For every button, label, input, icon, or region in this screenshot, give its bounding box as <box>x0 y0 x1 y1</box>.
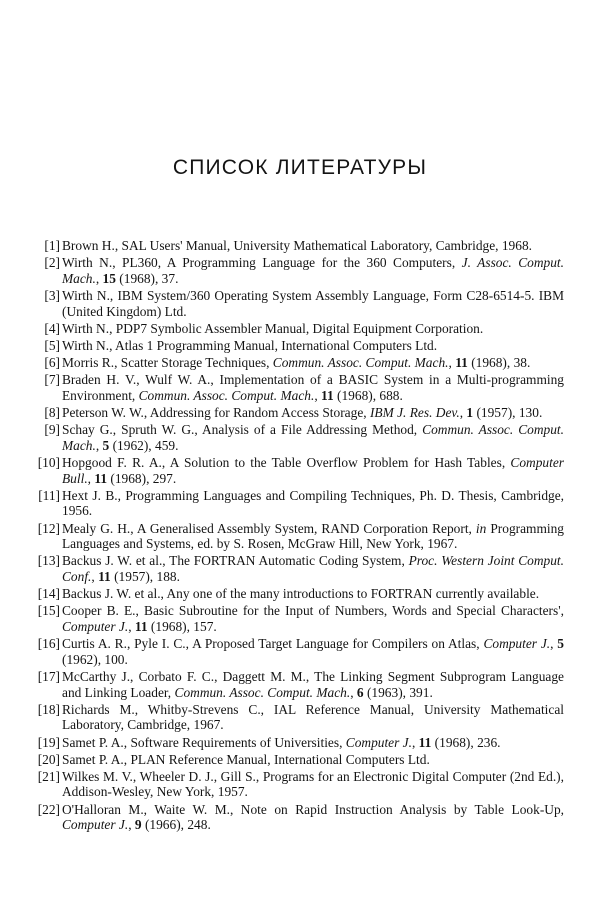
reference-text <box>62 321 564 337</box>
reference-segment: Morris R., Scatter Storage Techniques, <box>62 355 273 371</box>
reference-text <box>62 586 564 602</box>
reference-segment: Backus J. W. et al., Any one of the many introductions to FORTRAN currently available. <box>62 586 540 602</box>
reference-item <box>34 553 564 584</box>
reference-number: [1] <box>44 238 60 253</box>
reference-item <box>34 488 564 519</box>
reference-number: [10] <box>37 455 60 471</box>
reference-segment: Braden H. V., Wulf W. A., Implementation of a BASIC System in a Multi-programming Environment, <box>62 372 564 403</box>
reference-text <box>62 488 564 519</box>
reference-segment: (1968), 37. <box>115 270 179 286</box>
reference-item <box>34 586 564 602</box>
reference-segment: , <box>87 470 95 486</box>
reference-text <box>62 735 564 751</box>
reference-number: [22] <box>37 801 60 817</box>
reference-text <box>62 553 564 584</box>
reference-item <box>34 405 564 421</box>
reference-item <box>34 238 564 254</box>
reference-segment: (1962), 100. <box>62 651 128 667</box>
reference-volume: 11 <box>98 569 111 584</box>
reference-segment: , <box>95 270 103 286</box>
reference-number: [4] <box>44 320 60 336</box>
reference-item <box>34 702 564 733</box>
reference-text <box>62 372 564 403</box>
reference-volume: 5 <box>557 636 564 652</box>
reference-segment: (1968), 297. <box>107 470 177 486</box>
reference-number: [2] <box>44 255 60 271</box>
reference-segment: , <box>550 636 558 652</box>
reference-text <box>62 769 564 800</box>
reference-text <box>62 636 564 667</box>
reference-number: [15] <box>37 603 60 619</box>
reference-text <box>62 455 564 486</box>
reference-item <box>34 521 564 552</box>
reference-item <box>34 603 564 634</box>
reference-segment: Wirth N., PL360, A Programming Language for the 360 Computers, <box>62 255 462 271</box>
reference-number: [3] <box>44 287 60 303</box>
reference-volume: 5 <box>102 437 110 453</box>
reference-number: [13] <box>37 553 60 569</box>
page-title: СПИСОК ЛИТЕРАТУРЫ <box>172 156 428 179</box>
reference-item <box>34 455 564 486</box>
reference-item <box>34 802 564 833</box>
reference-number: [16] <box>37 636 60 652</box>
reference-text <box>62 752 564 768</box>
reference-segment: Brown H., SAL Users' Manual, University Mathematical Laboratory, Cambridge, 1968. <box>62 238 532 253</box>
reference-segment: Hopgood F. R. A., A Solution to the Table Overflow Problem for Hash Tables, <box>62 455 511 471</box>
reference-number: [19] <box>37 734 60 750</box>
reference-volume: 1 <box>466 405 474 421</box>
reference-segment: Hext J. B., Programming Languages and Compiling Techniques, Ph. D. Thesis, Cambridge, 1956. <box>62 487 564 519</box>
reference-item <box>34 372 564 403</box>
reference-text <box>62 255 564 286</box>
reference-item <box>34 769 564 800</box>
reference-source: Commun. Assoc. Comput. Mach. <box>272 355 449 371</box>
reference-number: [12] <box>37 520 60 536</box>
reference-number: [17] <box>37 668 60 684</box>
reference-number: [21] <box>37 768 60 784</box>
reference-volume: 6 <box>356 684 364 700</box>
reference-segment: (1963), 391. <box>363 684 433 700</box>
reference-number: [6] <box>44 355 60 371</box>
reference-text <box>62 669 564 700</box>
reference-volume: 11 <box>134 618 148 634</box>
reference-text <box>62 288 564 319</box>
reference-source: Commun. Assoc. Comput. Mach. <box>62 422 564 453</box>
reference-item <box>34 355 564 371</box>
reference-volume: 11 <box>94 470 108 486</box>
reference-source: Computer J. <box>345 734 412 750</box>
reference-text <box>62 802 564 833</box>
reference-text <box>62 338 564 354</box>
reference-text <box>62 521 564 552</box>
reference-segment: (1962), 459. <box>109 437 179 453</box>
reference-volume: 11 <box>321 387 334 403</box>
reference-source: Computer Bull. <box>62 455 564 486</box>
reference-segment: O'Halloran M., Waite W. M., Note on Rapid Instruction Analysis by Table Look-Up, <box>62 801 564 817</box>
reference-volume: 15 <box>102 270 116 286</box>
reference-text <box>62 422 564 453</box>
reference-segment: , <box>128 817 135 833</box>
reference-source: Commun. Assoc. Comput. Mach. <box>138 387 315 403</box>
reference-segment: , <box>95 437 103 453</box>
reference-source: IBM J. Res. Dev. <box>369 405 460 421</box>
reference-item <box>34 752 564 768</box>
reference-segment: Curtis A. R., Pyle I. C., A Proposed Target Language for Compilers on Atlas, <box>62 636 484 652</box>
reference-segment: , <box>411 734 419 750</box>
reference-segment: (1968), 688. <box>333 387 403 403</box>
reference-number: [7] <box>44 372 60 388</box>
reference-item <box>34 255 564 286</box>
reference-source: Computer J. <box>483 636 551 652</box>
reference-source: in <box>475 520 487 536</box>
reference-source: J. Assoc. Comput. Mach. <box>62 255 564 286</box>
reference-segment: , <box>350 684 357 700</box>
reference-segment: (1968), 236. <box>431 734 501 750</box>
reference-item <box>34 735 564 751</box>
reference-segment: McCarthy J., Corbato F. C., Daggett M. M., The Linking Segment Subprogram Language and Linking Loader, <box>62 668 564 700</box>
reference-segment: Programming Languages and Systems, ed. by S. Rosen, McGraw Hill, New York, 1967. <box>62 520 564 552</box>
reference-text <box>62 238 564 254</box>
reference-segment: Samet P. A., Software Requirements of Universities, <box>62 734 346 750</box>
reference-source: Computer J. <box>62 817 129 833</box>
reference-item <box>34 338 564 354</box>
reference-number: [18] <box>37 701 60 717</box>
reference-item <box>34 321 564 337</box>
reference-segment: (1957), 188. <box>110 569 180 584</box>
reference-segment: (1966), 248. <box>141 817 211 833</box>
reference-segment: Schay G., Spruth W. G., Analysis of a File Addressing Method, <box>62 422 423 438</box>
reference-text <box>62 355 564 371</box>
reference-text <box>62 405 564 421</box>
reference-item <box>34 669 564 700</box>
reference-segment: Wilkes M. V., Wheeler D. J., Gill S., Programs for an Electronic Digital Computer (2nd Ed.), Addison-Wesley, New York, 1957. <box>62 768 564 800</box>
reference-segment: (1968), 38. <box>467 355 531 371</box>
reference-volume: 11 <box>418 734 432 750</box>
reference-segment: , <box>459 405 467 421</box>
reference-segment: Peterson W. W., Addressing for Random Access Storage, <box>62 405 370 421</box>
reference-segment: Backus J. W. et al., The FORTRAN Automatic Coding System, <box>62 553 409 569</box>
reference-number: [11] <box>38 487 60 503</box>
reference-item <box>34 636 564 667</box>
reference-volume: 9 <box>134 817 142 833</box>
reference-source: Proc. Western Joint Comput. Conf. <box>62 553 564 584</box>
reference-number: [8] <box>44 405 60 421</box>
reference-segment: Richards M., Whitby-Strevens C., IAL Reference Manual, University Mathematical Laboratory, Cambridge, 1967. <box>62 701 564 733</box>
reference-source: Computer J. <box>62 618 129 634</box>
reference-text <box>62 603 564 634</box>
reference-number: [9] <box>44 422 60 438</box>
reference-text <box>62 702 564 733</box>
reference-number: [20] <box>37 751 60 767</box>
reference-volume: 11 <box>455 355 468 371</box>
reference-segment: , <box>91 569 99 584</box>
reference-list <box>34 238 564 834</box>
reference-number: [14] <box>37 586 60 602</box>
reference-segment: , <box>128 618 135 634</box>
reference-item <box>34 288 564 319</box>
reference-segment: (1968), 157. <box>147 618 217 634</box>
reference-number: [5] <box>44 337 60 353</box>
reference-segment: (1957), 130. <box>473 405 543 421</box>
reference-segment: Wirth N., Atlas 1 Programming Manual, International Computers Ltd. <box>62 337 438 353</box>
reference-segment: Cooper B. E., Basic Subroutine for the Input of Numbers, Words and Special Characters', <box>62 603 564 619</box>
reference-segment: Wirth N., IBM System/360 Operating System Assembly Language, Form C28-6514-5. IBM (United Kingdom) Ltd. <box>62 287 564 319</box>
reference-source: Commun. Assoc. Comput. Mach. <box>174 684 351 700</box>
reference-segment: Wirth N., PDP7 Symbolic Assembler Manual, Digital Equipment Corporation. <box>62 320 484 336</box>
reference-segment: Mealy G. H., A Generalised Assembly System, RAND Corporation Report, <box>62 520 476 536</box>
reference-segment: Samet P. A., PLAN Reference Manual, International Computers Ltd. <box>62 751 430 767</box>
reference-segment: , <box>448 355 456 371</box>
reference-item <box>34 422 564 453</box>
reference-segment: , <box>314 387 322 403</box>
